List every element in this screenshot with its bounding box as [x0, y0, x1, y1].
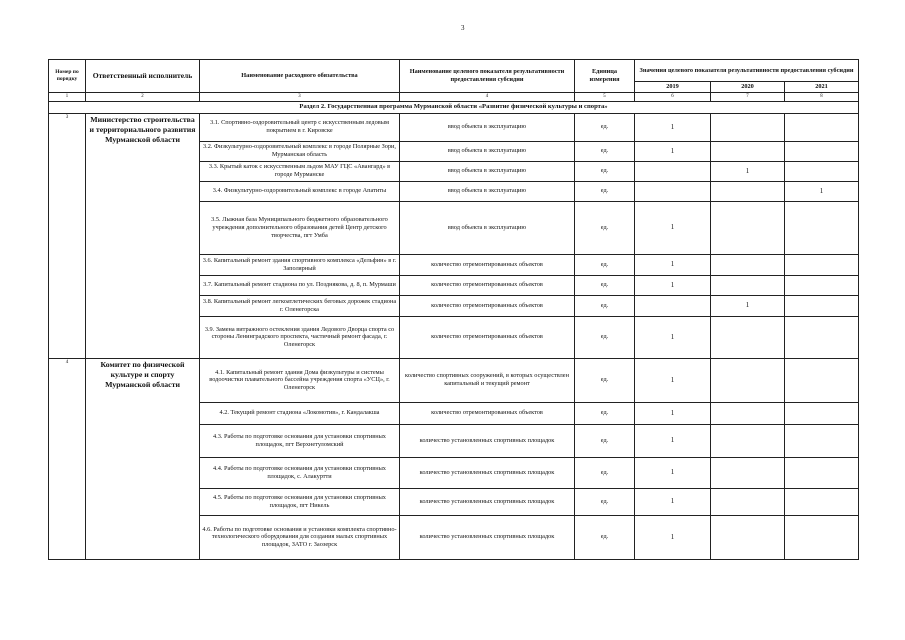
- value-2019: 1: [635, 141, 711, 161]
- value-2020: [711, 358, 785, 402]
- indicator-cell: количество отремонтированных объектов: [400, 295, 575, 316]
- value-2019: [635, 161, 711, 181]
- value-2021: [785, 141, 859, 161]
- column-index: 6: [635, 92, 711, 101]
- value-2020: [711, 402, 785, 424]
- indicator-cell: количество отремонтированных объектов: [400, 316, 575, 358]
- header-year-2020: 2020: [711, 82, 785, 93]
- value-2019: 1: [635, 275, 711, 295]
- obligation-cell: 3.3. Крытый каток с искусственным льдом МАУ ГЦС «Авангард» в городе Мурманске: [200, 161, 400, 181]
- obligation-cell: 3.7. Капитальный ремонт стадиона по ул. Позднякова, д. 8, п. Мурмаши: [200, 275, 400, 295]
- header-num: Номер по порядку: [49, 60, 86, 93]
- obligation-cell: 3.1. Спортивно-оздоровительный центр с искусственным ледовым покрытием в г. Кировске: [200, 113, 400, 141]
- value-2021: [785, 515, 859, 559]
- obligation-cell: 3.8. Капитальный ремонт легкоатлетических беговых дорожек стадиона г. Оленегорска: [200, 295, 400, 316]
- value-2021: [785, 275, 859, 295]
- value-2020: 1: [711, 295, 785, 316]
- value-2019: [635, 181, 711, 201]
- obligation-cell: 4.1. Капитальный ремонт здания Дома физкультуры и системы водоочистки плавательного бассейна учреждения спорта «УСЦ», г. Оленегорск: [200, 358, 400, 402]
- column-index: 8: [785, 92, 859, 101]
- value-2021: [785, 424, 859, 457]
- unit-cell: ед.: [575, 254, 635, 275]
- column-index: 2: [86, 92, 200, 101]
- column-index: 4: [400, 92, 575, 101]
- value-2021: [785, 113, 859, 141]
- section-title: Раздел 2. Государственная программа Мурманской области «Развитие физической культуры и спорта»: [49, 101, 859, 113]
- indicator-cell: количество установленных спортивных площадок: [400, 424, 575, 457]
- indicator-cell: ввод объекта в эксплуатацию: [400, 181, 575, 201]
- value-2020: [711, 141, 785, 161]
- obligation-cell: 3.6. Капитальный ремонт здания спортивного комплекса «Дельфин» в г. Заполярный: [200, 254, 400, 275]
- indicator-cell: ввод объекта в эксплуатацию: [400, 161, 575, 181]
- unit-cell: ед.: [575, 488, 635, 515]
- value-2019: 1: [635, 201, 711, 254]
- header-executor: Ответственный исполнитель: [86, 60, 200, 93]
- value-2021: [785, 201, 859, 254]
- column-index-row: [49, 92, 859, 101]
- group-executor: Комитет по физической культуре и спорту Мурманской области: [86, 358, 200, 559]
- group-number: 4: [49, 358, 86, 559]
- value-2020: [711, 254, 785, 275]
- column-index: 3: [200, 92, 400, 101]
- unit-cell: ед.: [575, 402, 635, 424]
- value-2020: [711, 275, 785, 295]
- value-2020: [711, 424, 785, 457]
- header-obligation: Наименование расходного обязательства: [200, 60, 400, 93]
- header-values-group: Значения целевого показателя результативности предоставления субсидии: [635, 60, 859, 82]
- value-2019: 1: [635, 488, 711, 515]
- column-index: 5: [575, 92, 635, 101]
- value-2019: 1: [635, 457, 711, 488]
- value-2021: [785, 457, 859, 488]
- unit-cell: ед.: [575, 161, 635, 181]
- header-year-2021: 2021: [785, 82, 859, 93]
- indicator-cell: количество отремонтированных объектов: [400, 275, 575, 295]
- obligation-cell: 3.2. Физкультурно-оздоровительный комплекс в городе Полярные Зори, Мурманская область: [200, 141, 400, 161]
- value-2020: [711, 181, 785, 201]
- obligation-cell: 3.4. Физкультурно-оздоровительный комплекс в городе Апатиты: [200, 181, 400, 201]
- value-2021: [785, 488, 859, 515]
- unit-cell: ед.: [575, 457, 635, 488]
- value-2021: [785, 161, 859, 181]
- indicator-cell: количество отремонтированных объектов: [400, 402, 575, 424]
- value-2019: 1: [635, 316, 711, 358]
- value-2020: [711, 113, 785, 141]
- unit-cell: ед.: [575, 141, 635, 161]
- value-2020: [711, 316, 785, 358]
- value-2021: [785, 254, 859, 275]
- header-year-2019: 2019: [635, 82, 711, 93]
- value-2019: 1: [635, 424, 711, 457]
- unit-cell: ед.: [575, 358, 635, 402]
- value-2020: [711, 488, 785, 515]
- unit-cell: ед.: [575, 201, 635, 254]
- value-2019: 1: [635, 402, 711, 424]
- value-2021: 1: [785, 181, 859, 201]
- unit-cell: ед.: [575, 181, 635, 201]
- obligation-cell: 4.4. Работы по подготовке основания для установки спортивных площадок, с. Алакуртти: [200, 457, 400, 488]
- indicator-cell: ввод объекта в эксплуатацию: [400, 201, 575, 254]
- column-index: 1: [49, 92, 86, 101]
- unit-cell: ед.: [575, 424, 635, 457]
- value-2019: 1: [635, 515, 711, 559]
- indicator-cell: ввод объекта в эксплуатацию: [400, 141, 575, 161]
- obligation-cell: 3.9. Замена витражного остекления здания Ледового Дворца спорта со стороны Ленинградского проспекта, частичный ремонт фасада, г. Оленегорск: [200, 316, 400, 358]
- indicator-cell: количество отремонтированных объектов: [400, 254, 575, 275]
- indicator-cell: количество установленных спортивных площадок: [400, 488, 575, 515]
- value-2020: [711, 515, 785, 559]
- subsidy-indicators-table: [48, 59, 859, 560]
- value-2021: [785, 295, 859, 316]
- indicator-cell: ввод объекта в эксплуатацию: [400, 113, 575, 141]
- header-indicator: Наименование целевого показателя результативности предоставления субсидии: [400, 60, 575, 93]
- indicator-cell: количество установленных спортивных площадок: [400, 457, 575, 488]
- indicator-cell: количество установленных спортивных площадок: [400, 515, 575, 559]
- unit-cell: ед.: [575, 275, 635, 295]
- value-2020: [711, 201, 785, 254]
- section-row: [49, 101, 859, 113]
- obligation-cell: 4.3. Работы по подготовке основания для установки спортивных площадок, пгт Верхнетуломский: [200, 424, 400, 457]
- obligation-cell: 4.5. Работы по подготовке основания для установки спортивных площадок, пгт Никель: [200, 488, 400, 515]
- value-2019: 1: [635, 358, 711, 402]
- obligation-cell: 4.2. Текущий ремонт стадиона «Локомотив», г. Кандалакша: [200, 402, 400, 424]
- unit-cell: ед.: [575, 113, 635, 141]
- unit-cell: ед.: [575, 295, 635, 316]
- table-row: [49, 358, 859, 402]
- unit-cell: ед.: [575, 316, 635, 358]
- value-2019: 1: [635, 254, 711, 275]
- unit-cell: ед.: [575, 515, 635, 559]
- value-2020: [711, 457, 785, 488]
- group-number: 3: [49, 113, 86, 358]
- page-number: 3: [461, 24, 465, 32]
- value-2019: 1: [635, 113, 711, 141]
- header-unit: Единица измерения: [575, 60, 635, 93]
- value-2021: [785, 316, 859, 358]
- obligation-cell: 4.6. Работы по подготовке основания и установки комплекта спортивно-технологического оборудования для создания малых спортивных площадок, ЗАТО г. Заозерск: [200, 515, 400, 559]
- table-row: [49, 113, 859, 141]
- value-2020: 1: [711, 161, 785, 181]
- column-index: 7: [711, 92, 785, 101]
- value-2019: [635, 295, 711, 316]
- obligation-cell: 3.5. Лыжная база Муниципального бюджетного образовательного учреждения дополнительного образования детей Центр детского творчества, пгт Умба: [200, 201, 400, 254]
- group-executor: Министерство строительства и территориального развития Мурманской области: [86, 113, 200, 358]
- value-2021: [785, 358, 859, 402]
- indicator-cell: количество спортивных сооружений, в которых осуществлен капитальный и текущий ремонт: [400, 358, 575, 402]
- value-2021: [785, 402, 859, 424]
